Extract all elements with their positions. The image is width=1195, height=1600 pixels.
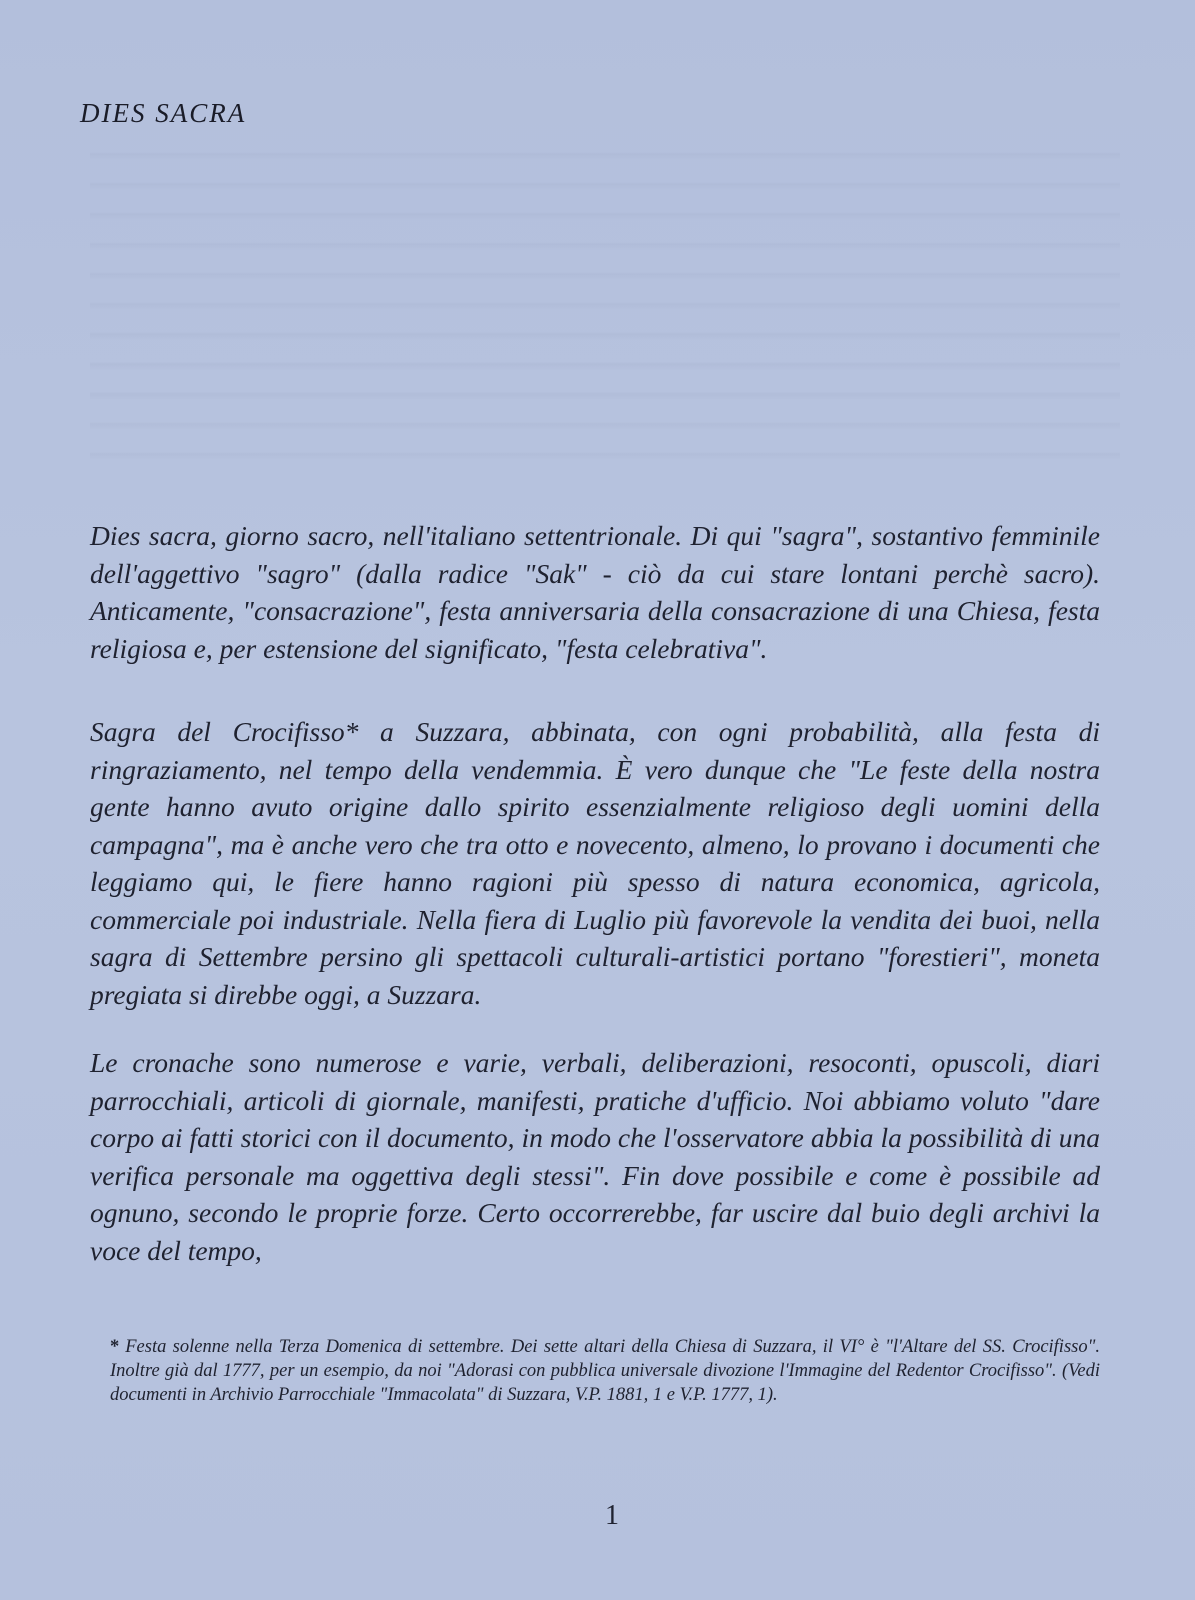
- show-through-texture: [90, 130, 1120, 470]
- chapter-title: DIES SACRA: [80, 98, 247, 128]
- paragraph-2: Sagra del Crocifisso* a Suzzara, abbinata, con ogni probabilità, alla festa di ringraziamento, nel tempo della vendemmia. È vero dunque che "Le feste della nostra gente hanno avuto origine dallo spirito essenzialmente religioso degli uomini della campagna", ma è anche vero che tra otto e novecento, almeno, lo provano i documenti che leggiamo qui, le fiere hanno ragioni più spesso di natura economica, agricola, commerciale poi industriale. Nella fiera di Luglio più favorevole la vendita dei buoi, nella sagra di Settembre persino gli spettacoli culturali-artistici portano "forestieri", moneta pregiata si direbbe oggi, a Suzzara.: [90, 716, 1100, 1010]
- footnote-marker: *: [110, 1337, 120, 1357]
- footnote-text: Festa solenne nella Terza Domenica di settembre. Dei sette altari della Chiesa di Suzzara, il VI° è "l'Altare del SS. Crocifisso". Inoltre già dal 1777, per un esempio, da noi "Adorasi con pubblica universale divozione l'Immagine del Redentor Crocifisso". (Vedi documenti in Archivio Parrocchiale "Immacolata" di Suzzara, V.P. 1881, 1 e V.P. 1777, 1).: [110, 1337, 1100, 1405]
- paragraph-1: Dies sacra, giorno sacro, nell'italiano settentrionale. Di qui "sagra", sostantivo femminile dell'aggettivo "sagro" (dalla radice "Sak" - ciò da cui stare lontani perchè sacro). Anticamente, "consacrazione", festa anniversaria della consacrazione di una Chiesa, festa religiosa e, per estensione del significato, "festa celebrativa".: [90, 520, 1100, 664]
- footnote: [110, 1335, 1100, 1407]
- paragraph-3: Le cronache sono numerose e varie, verbali, deliberazioni, resoconti, opuscoli, diari parrocchiali, articoli di giornale, manifesti, pratiche d'ufficio. Noi abbiamo voluto "dare corpo ai fatti storici con il documento, in modo che l'osservatore abbia la possibilità di una verifica personale ma oggettiva degli stessi". Fin dove possibile e come è possibile ad ognuno, secondo le proprie forze. Certo occorrerebbe, far uscire dal buio degli archivi la voce del tempo,: [90, 1047, 1100, 1266]
- page-number: 1: [605, 1500, 619, 1531]
